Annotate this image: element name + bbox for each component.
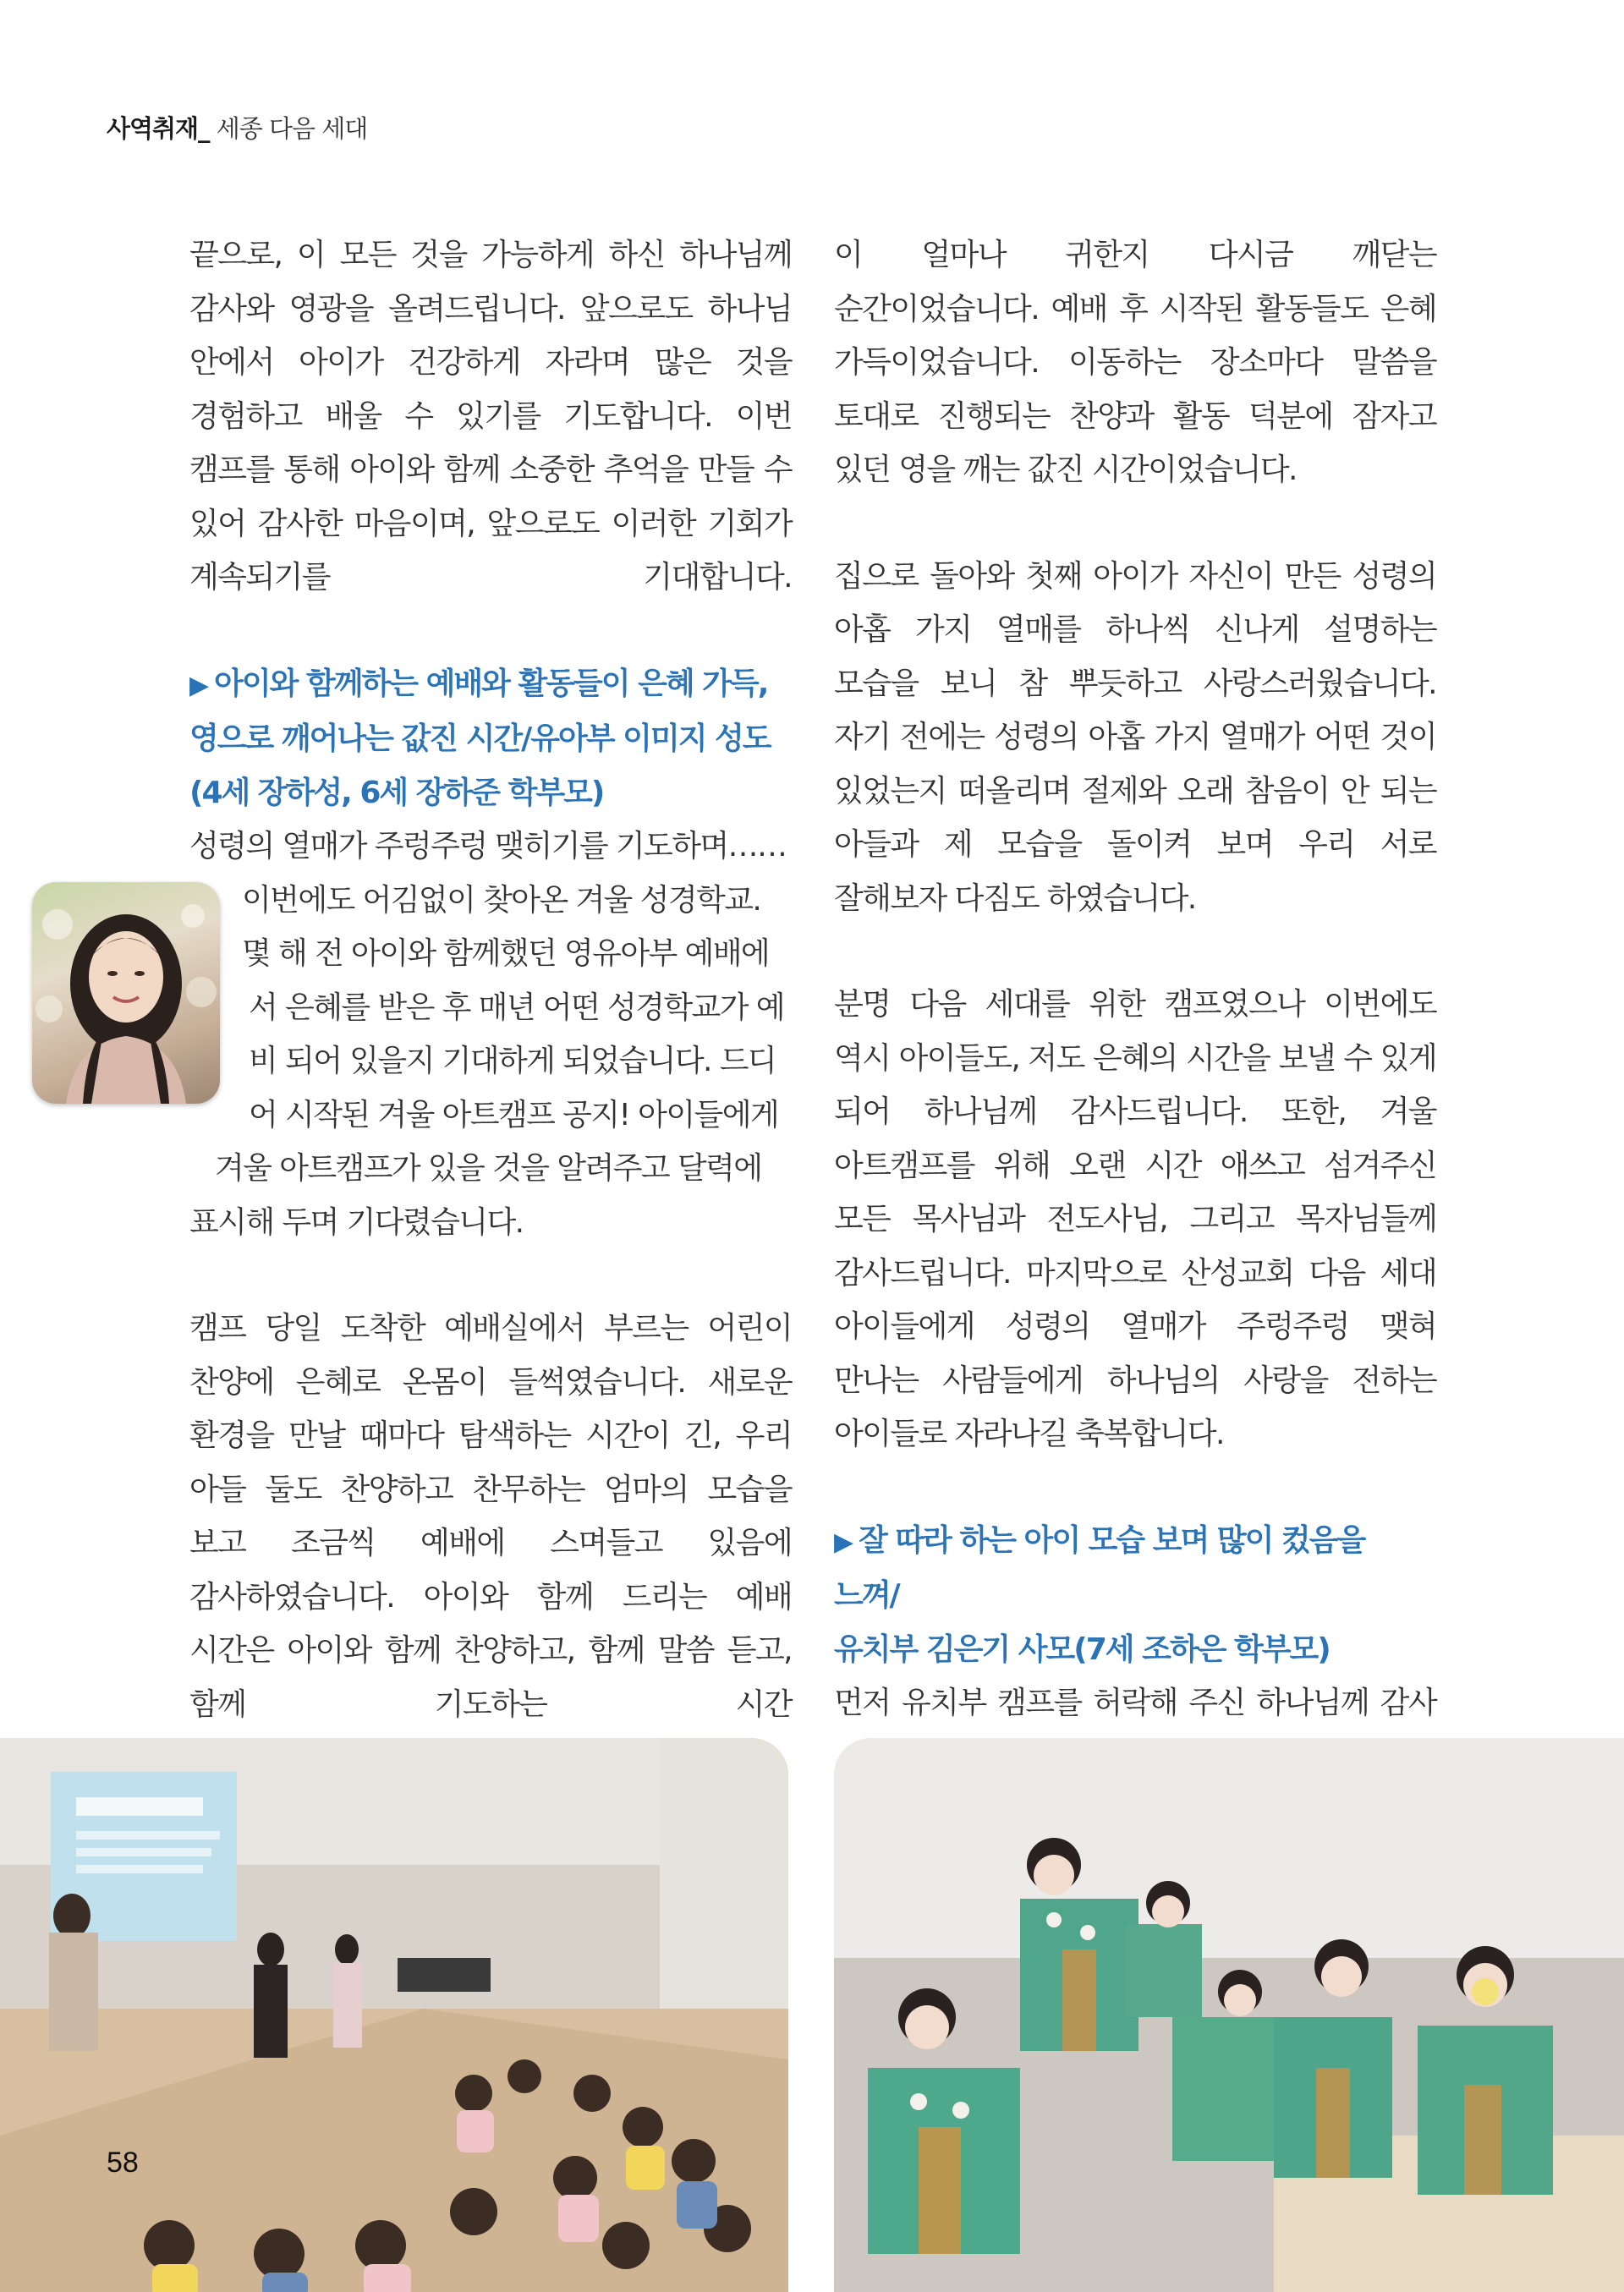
body-paragraph-kindergarten-start: 먼저 유치부 캠프를 허락해 주신 하나님께 감사 (834, 1686, 1436, 1720)
text-line: 이번에도 어김없이 찾아온 겨울 성경학교. (242, 882, 761, 918)
text-line: 성령의 열매가 주렁주렁 맺히기를 기도하며…… (189, 829, 787, 864)
heading-1-line-1: 아이와 함께하는 예배와 활동들이 은혜 가득, (214, 666, 768, 701)
children-artwork-photo (834, 1738, 1624, 2292)
body-paragraph-closing-thanks: 끝으로, 이 모든 것을 가능하게 하신 하나님께 감사와 영광을 올려드립니다. 앞으로도 하나님 안에서 아이가 건강하게 자라며 많은 것을 경험하고 배울 수 있기를 기도합니다. 이번 캠프를 통해 아이와 함께 소중한 추억을 만들 수 있어 감사한 마음이며, 앞으로도 이러한 기회가 계속되기를 기대합니다. (189, 238, 792, 595)
author-portrait-photo (32, 882, 220, 1104)
heading-1-line-3: (4세 장하성, 6세 장하준 학부모) (189, 775, 604, 810)
testimony-1-intro (189, 820, 792, 1249)
text-line: 서 은혜를 받은 후 매년 어떤 성경학교가 예 (249, 990, 784, 1025)
text-line: 어 시작된 겨울 아트캠프 공지! 아이들에게 (249, 1097, 779, 1132)
left-column (189, 228, 792, 1784)
body-paragraph-anticipation (189, 820, 792, 1249)
triangle-bullet-icon: ▶ (189, 670, 208, 700)
text-line: 겨울 아트캠프가 있을 것을 알려주고 달력에 (215, 1151, 762, 1186)
body-paragraph-camp-day: 캠프 당일 도착한 예배실에서 부르는 어린이 찬양에 은혜로 온몸이 들썩였습니다. 새로운 환경을 만날 때마다 탐색하는 시간이 긴, 우리 아들 둘도 찬양하고 찬무하는 엄마의 모습을 보고 조금씩 예배에 스며들고 있음에 감사하였습니다. 아이와 함께 드리는 예배 시간은 아이와 함께 찬양하고, 함께 말씀 듣고, 함께 기도하는 시간 (189, 1311, 792, 1722)
heading-1-line-2: 영으로 깨어나는 값진 시간/유아부 이미지 성도 (189, 721, 771, 756)
section-subject: 세종 다음 세대 (209, 114, 368, 143)
body-paragraph-gratitude: 분명 다음 세대를 위한 캠프였으나 이번에도 역시 아이들도, 저도 은혜의 시간을 보낼 수 있게 되어 하나님께 감사드립니다. 또한, 겨울 아트캠프를 위해 오랜 시간 애쓰고 섬겨주신 모든 목사님과 전도사님, 그리고 목자님들께 감사드립니다. 마지막으로 산성교회 다음 세대 아이들에게 성령의 열매가 주렁주렁 맺혀 만나는 사람들에게 하나님의 사랑을 전하는 아이들로 자라나길 축복합니다. (834, 987, 1436, 1451)
testimony-heading-1 (189, 657, 792, 820)
body-paragraph-at-home: 집으로 돌아와 첫째 아이가 자신이 만든 성령의 아홉 가지 열매를 하나씩 신나게 설명하는 모습을 보니 참 뿌듯하고 사랑스러웠습니다. 자기 전에는 성령의 아홉 가지 열매가 어떤 것이 있었는지 떠올리며 절제와 오래 참음이 안 되는 아들과 제 모습을 돌이켜 보며 우리 서로 잘해보자 다짐도 하였습니다. (834, 558, 1436, 916)
text-line: 비 되어 있을지 기대하게 되었습니다. 드디 (249, 1044, 776, 1078)
worship-hall-photo (0, 1738, 788, 2292)
body-paragraph-precious-time: 이 얼마나 귀한지 다시금 깨닫는 순간이었습니다. 예배 후 시작된 활동들도 은혜 가득이었습니다. 이동하는 장소마다 말씀을 토대로 진행되는 찬양과 활동 덕분에 잠자고 있던 영을 깨는 값진 시간이었습니다. (834, 238, 1436, 487)
text-line: 표시해 두며 기다렸습니다. (189, 1204, 524, 1240)
triangle-bullet-icon: ▶ (834, 1527, 853, 1557)
running-head (107, 110, 367, 145)
section-label: 사역취재_ (107, 114, 210, 143)
heading-2-line-2: 유치부 김은기 사모(7세 조하은 학부모) (834, 1631, 1330, 1667)
heading-2-line-1: 잘 따라 하는 아이 모습 보며 많이 컸음을 느껴/ (834, 1522, 1365, 1613)
right-column (834, 228, 1436, 1783)
text-line: 몇 해 전 아이와 함께했던 영유아부 예배에 (242, 936, 770, 971)
page-number: 58 (107, 2147, 139, 2179)
testimony-heading-2 (834, 1514, 1436, 1677)
